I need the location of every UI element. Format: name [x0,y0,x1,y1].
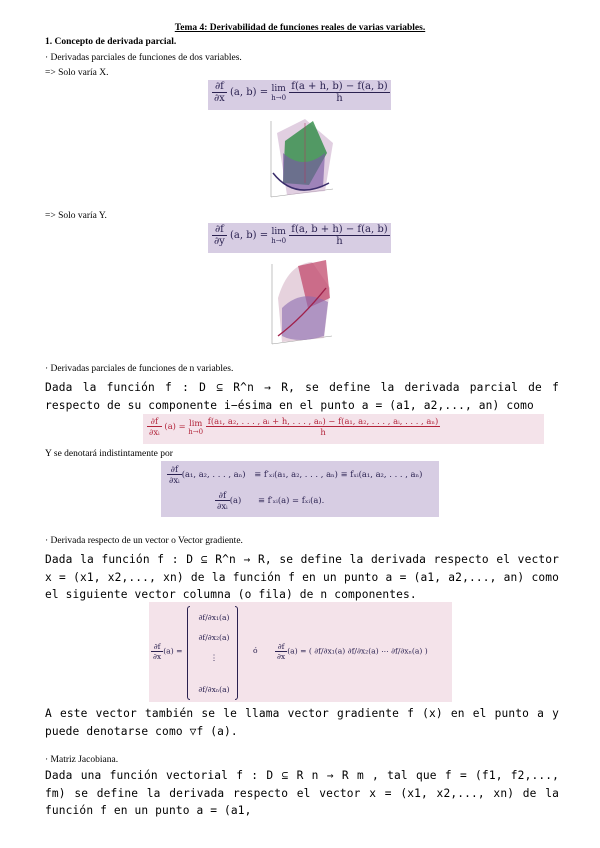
formula-x-lhs-arg: (a, b) = [230,87,272,98]
gradient-col-item: ⋮ [210,653,218,662]
notation-line1-dnum: ∂f [167,464,182,475]
formula-partial-y [208,223,391,253]
gradient-row: (a) = ( ∂f/∂x₁(a) ∂f/∂x₂(a) ⋯ ∂f/∂xₙ(a) ) [287,646,428,656]
formula-x-lhs-den: ∂x [214,93,225,104]
bullet-jacobian: · Matriz Jacobiana. [45,755,119,765]
formula-y-lhs-num: ∂f [212,224,227,236]
formula-y-lhs-den: ∂y [214,236,225,247]
section-heading: 1. Concepto de derivada parcial. [45,37,177,47]
formula-x-lim-sub: h→0 [271,93,287,102]
bullet-n-variables: · Derivadas parciales de funciones de n variables. [45,364,234,374]
denotation-intro: Y se denotará indistintamente por [45,449,173,459]
bullet-two-variables: · Derivadas parciales de funciones de dos variables. [45,53,242,63]
gradient-col-item: ∂f/∂xₙ(a) [198,685,230,694]
notation-line2-mid: ≡ f′ₓᵢ(a) = fₓᵢ(a). [257,495,325,505]
gradient-lhs: (a) = [163,646,183,656]
formula-n-lhs-arg: (a) = [164,421,189,431]
note-only-x: => Solo varía X. [45,68,109,78]
right-bracket [235,606,238,700]
notation-line2-dden: ∂xᵢ [217,501,228,511]
formula-x-lim: lim [271,83,286,94]
paragraph-partial-n: Dada la función f : D ⊆ R^n → R, se define la derivada parcial de f respecto de su componente i−ésima en el punto a = (a1, a2,..., an) como [45,381,559,412]
notation-line2-lhs: (a) [229,495,242,505]
notation-line1-mid: ≡ f′ₓᵢ(a₁, a₂, . . . , aₙ) ≡ fₓᵢ(a₁, a₂, . . . , aₙ) [254,469,423,479]
formula-n-num: f(a₁, a₂, . . . , aᵢ + h, . . . , aₙ) − f(a₁, a₂, . . . , aᵢ, . . . , aₙ) [207,416,439,426]
formula-partial-n [143,414,544,444]
formula-n-den: h [320,427,326,437]
gradient-or: ó [253,646,258,655]
formula-n-lhs-num: ∂f [147,416,162,427]
surface-plot-y [268,258,336,348]
page-title: Tema 4: Derivabilidad de funciones reales de varias variables. [174,23,426,33]
formula-n-lim-sub: h→0 [188,427,204,436]
formula-n-lim: lim [189,417,203,428]
paragraph-jacobian: Dada una función vectorial f : D ⊆ R n → R m , tal que f = (f1, f2,..., fm) se define la derivada respecto el vector x = (x1, x2,..., xn) de la función f en un punto a = (a1, [45,769,559,817]
formula-x-den: h [336,93,343,104]
paragraph-gradient: Dada la función f : D ⊆ R^n → R, se define la derivada respecto el vector x = (x1, x2,..., xn) de la función f en un punto a = (a1, a2,..., an) como el siguiente vector columna (o fila) de n componentes. [45,553,559,601]
notation-line2-dnum: ∂f [215,490,230,501]
formula-n-lhs-den: ∂xᵢ [149,427,160,437]
left-bracket [187,606,190,700]
formula-x-num: f(a + h, b) − f(a, b) [291,81,388,92]
notation-box [161,461,439,517]
surface-plot-x [265,113,337,203]
gradient-row-dnum: ∂f [275,642,287,652]
gradient-col-item: ∂f/∂x₁(a) [198,613,230,622]
formula-partial-x [208,80,391,110]
formula-y-lim: lim [271,226,286,237]
paragraph-gradient-vector: A este vector también se le llama vector gradiente f (x) en el punto a y puede denotarse como ▽f (a). [45,707,559,738]
formula-y-num: f(a, b + h) − f(a, b) [291,224,388,235]
notation-line1-dden: ∂xᵢ [169,475,180,485]
gradient-lhs-dden: ∂x [153,652,162,661]
gradient-box [149,602,452,702]
formula-x-lhs-num: ∂f [212,81,227,93]
notation-line1-lhs: (a₁, a₂, . . . , aₙ) [181,469,246,479]
gradient-col-item: ∂f/∂x₂(a) [198,633,230,642]
formula-y-lhs-arg: (a, b) = [230,230,272,241]
note-only-y: => Solo varía Y. [45,211,107,221]
gradient-row-dden: ∂x [277,652,286,661]
formula-y-lim-sub: h→0 [271,236,287,245]
bullet-gradient: · Derivada respecto de un vector o Vector gradiente. [45,536,243,546]
gradient-lhs-dnum: ∂f [151,642,163,652]
formula-y-den: h [336,236,343,247]
